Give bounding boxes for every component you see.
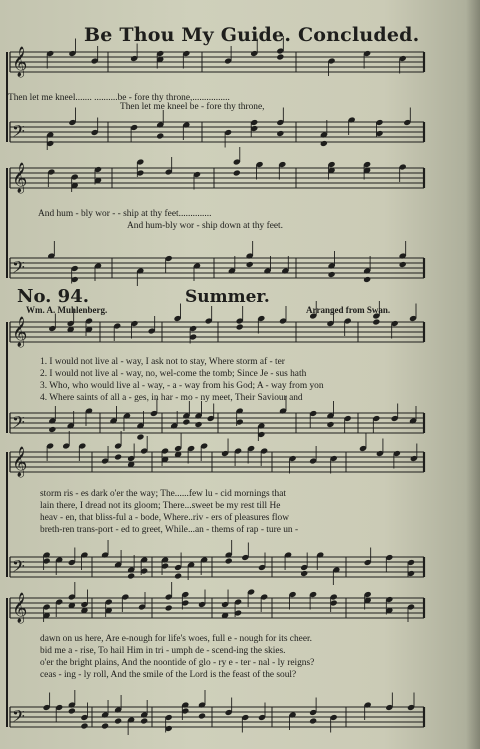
- note-head: [80, 722, 88, 729]
- note-head: [114, 717, 122, 724]
- bass-clef-icon: 𝄢: [12, 706, 25, 730]
- note-head: [233, 169, 241, 176]
- note-head: [127, 572, 135, 579]
- note-head: [198, 712, 206, 719]
- lyric-line: Then let me kneel....... ..........be - fore thy throne,................: [8, 93, 230, 103]
- verse-line: storm ris - es dark o'er the way; The......few lu - cid mornings that: [40, 489, 286, 499]
- note-head: [328, 271, 336, 278]
- hymn-title: Be Thou My Guide. Concluded.: [84, 24, 420, 46]
- note-head: [165, 604, 173, 611]
- note-head: [225, 557, 233, 564]
- note-head: [114, 453, 122, 460]
- note-head: [320, 140, 328, 147]
- hymn-title: Summer.: [185, 287, 270, 307]
- verse-line: ceas - ing - ly roll, And the smile of the Lord is the feast of the soul?: [40, 670, 297, 680]
- note-head: [182, 418, 190, 425]
- note-head: [326, 421, 334, 428]
- verse-line: 3. Who, who would live al - way, - a - way from his God; A - way from yon: [40, 381, 324, 391]
- note-head: [309, 717, 317, 724]
- note-head: [276, 53, 284, 60]
- note-head: [174, 572, 182, 579]
- lyric-line: And hum-bly wor - ship down at thy feet.: [127, 221, 283, 231]
- treble-clef-icon: 𝄞: [12, 447, 28, 477]
- bass-clef-icon: 𝄢: [12, 121, 25, 145]
- note-head: [68, 707, 76, 714]
- note-head: [194, 421, 202, 428]
- note-head: [276, 130, 284, 137]
- note-head: [101, 722, 109, 729]
- note-head: [372, 318, 380, 325]
- bass-clef-icon: 𝄢: [12, 412, 25, 436]
- note-head: [156, 132, 164, 139]
- verse-line: dawn on us here, Are e-nough for life's woes, full e - nough for its cheer.: [40, 634, 312, 644]
- treble-clef-icon: 𝄞: [12, 47, 28, 77]
- verse-line: breth-ren trans-port - ed to greet, While...an - thems of rap - ture un -: [40, 525, 299, 535]
- verse-line: o'er the bright plains, And the noontide of glo - ry e - ter - nal - ly reigns?: [40, 658, 315, 668]
- verse-line: 2. I would not live al - way, no, wel-come the tomb; Since Je - sus hath: [40, 369, 307, 379]
- verse-line: 1. I would not live al - way, I ask not to stay, Where storm af - ter: [40, 357, 285, 367]
- author-credit: Wm. A. Muhlenberg.: [26, 305, 108, 315]
- note-head: [399, 261, 407, 268]
- note-head: [363, 276, 371, 283]
- verse-line: lain there, I dread not its gloom; There...sweet be my rest till He: [40, 501, 281, 511]
- treble-clef-icon: 𝄞: [12, 593, 28, 623]
- treble-clef-icon: 𝄞: [12, 163, 28, 193]
- bass-clef-icon: 𝄢: [12, 257, 25, 281]
- hymn-number: No. 94.: [17, 286, 89, 307]
- note-head: [300, 570, 308, 577]
- note-head: [246, 261, 254, 268]
- arranger-credit: Arranged from Swan.: [306, 305, 391, 315]
- verse-line: 4. Where saints of all a - ges, in har - mo - ny meet, Their Saviour and: [40, 393, 303, 403]
- note-head: [236, 323, 244, 330]
- note-head: [48, 426, 56, 433]
- verse-line: bid me a - rise, To hail Him in tri - umph de - scend-ing the skies.: [40, 646, 286, 656]
- lyric-line: And hum - bly wor - - ship at thy feet..............: [38, 209, 212, 219]
- treble-clef-icon: 𝄞: [12, 317, 28, 347]
- verse-line: heav - en, that bliss-ful a - bode, Where..riv - ers of pleasures flow: [40, 513, 289, 523]
- lyric-line: Then let me kneel be - fore thy throne,: [120, 102, 265, 112]
- bass-clef-icon: 𝄢: [12, 556, 25, 580]
- note-head: [140, 717, 148, 724]
- note-head: [136, 433, 144, 440]
